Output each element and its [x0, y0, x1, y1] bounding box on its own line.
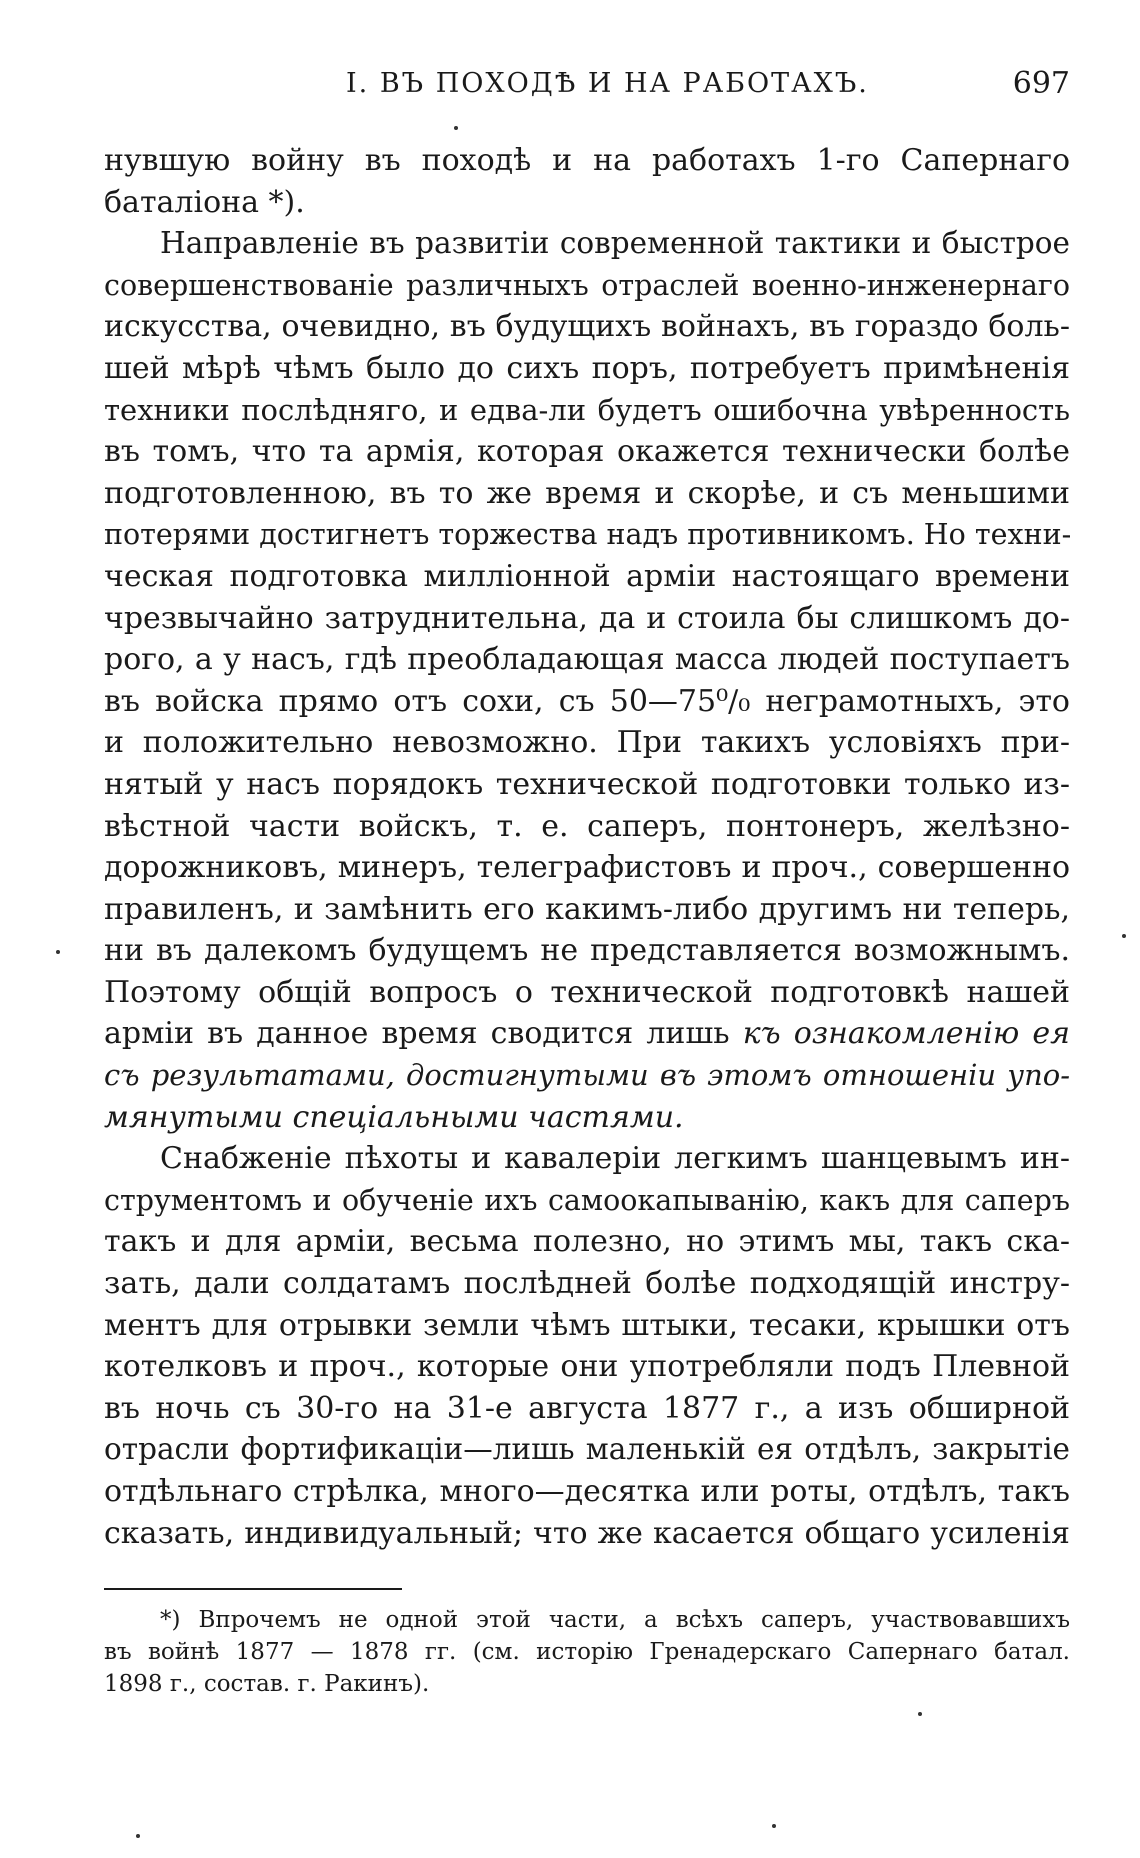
print-speck	[1122, 934, 1126, 938]
text-line: чрезвычайно затруднительна, да и стоила бы слишкомъ до-	[104, 600, 1070, 636]
footnote-line: 1898 г., состав. г. Ракинъ).	[104, 1671, 430, 1697]
text-line: нувшую войну въ походѣ и на работахъ 1-го Сапернаго	[104, 143, 1070, 178]
running-head: I. ВЪ ПОХОДѢ И НА РАБОТАХЪ.	[346, 68, 869, 99]
print-speck	[454, 126, 458, 130]
text-line: ческая подготовка милліонной арміи настоящаго времени	[104, 558, 1070, 594]
footnote-rule	[104, 1588, 402, 1590]
text-line: отрасли фортификаціи—лишь маленькій ея отдѣлъ, закрытіе	[104, 1432, 1070, 1467]
text-line: такъ и для арміи, весьма полезно, но этимъ мы, такъ ска-	[104, 1224, 1070, 1260]
text-line: правиленъ, и замѣнить его какимъ-либо другимъ ни теперь,	[104, 891, 1070, 927]
text-line: Поэтому общій вопросъ о технической подготовкѣ нашей	[104, 974, 1070, 1010]
text-line: ментъ для отрывки земли чѣмъ штыки, тесаки, крышки отъ	[104, 1307, 1070, 1343]
text-line-mixed	[104, 1013, 1070, 1055]
text-line: и положительно невозможно. При такихъ условіяхъ при-	[104, 725, 1070, 761]
text-line: въ войска прямо отъ сохи, съ 50—75⁰/₀ неграмотныхъ, это	[104, 683, 1070, 719]
paragraph-start-line: Снабженіе пѣхоты и кавалеріи легкимъ шанцевымъ ин-	[160, 1141, 1070, 1177]
paragraph-start-line: Направленіе въ развитіи современной тактики и быстрое	[160, 226, 1070, 261]
text-line: въ ночь съ 30-го на 31-е августа 1877 г., а изъ обширной	[104, 1390, 1070, 1426]
text-line: подготовленною, въ то же время и скорѣе, и съ меньшими	[104, 475, 1070, 511]
text-line: дорожниковъ, минеръ, телеграфистовъ и проч., совершенно	[104, 850, 1070, 886]
text-line: котелковъ и проч., которые они употребляли подъ Плевной	[104, 1349, 1070, 1385]
text-line: струментомъ и обученіе ихъ самоокапыванію, какъ для саперъ	[104, 1183, 1070, 1217]
footnote-line: *) Впрочемъ не одной этой части, а всѣхъ саперъ, участвовавшихъ	[160, 1607, 1070, 1633]
page-number: 697	[1012, 66, 1070, 101]
text-line: нятый у насъ порядокъ технической подготовки только из-	[104, 766, 1070, 802]
text-line: баталіона *).	[104, 184, 305, 220]
body-text	[104, 140, 1070, 1554]
footnote-block	[104, 1604, 1070, 1700]
text-line: вѣстной части войскъ, т. е. саперъ, понтонеръ, желѣзно-	[104, 808, 1070, 844]
text-line: рого, а у насъ, гдѣ преобладающая масса людей поступаетъ	[104, 642, 1070, 678]
text-line-roman-part: арміи въ данное время сводится лишь	[104, 1016, 730, 1052]
print-speck	[772, 1824, 776, 1828]
text-line: шей мѣрѣ чѣмъ было до сихъ поръ, потребуетъ примѣненія	[104, 350, 1070, 386]
text-line: искусства, очевидно, въ будущихъ войнахъ, въ гораздо боль-	[104, 309, 1070, 345]
text-line: зать, дали солдатамъ послѣдней болѣе подходящій инстру-	[104, 1266, 1070, 1302]
emphasis-text: къ ознакомленію ея	[742, 1016, 1070, 1052]
text-line: техники послѣдняго, и едва-ли будетъ ошибочна увѣренность	[104, 392, 1070, 427]
footnote-line: въ войнѣ 1877 — 1878 гг. (см. исторію Гренадерскаго Сапернаго батал.	[104, 1639, 1070, 1665]
text-line: совершенствованіе различныхъ отраслей военно-инженернаго	[104, 268, 1070, 302]
text-line: отдѣльнаго стрѣлка, много—десятка или роты, отдѣлъ, такъ	[104, 1474, 1070, 1509]
emphasis-line: съ результатами, достигнутыми въ этомъ отношеніи упо-	[104, 1058, 1070, 1093]
emphasis-line: мянутыми спеціальными частями.	[104, 1099, 684, 1135]
text-line: сказать, индивидуальный; что же касается общаго усиленія	[104, 1515, 1070, 1551]
print-speck	[136, 1834, 140, 1838]
print-speck	[918, 1712, 922, 1716]
text-line: ни въ далекомъ будущемъ не представляется возможнымъ.	[104, 933, 1070, 969]
text-line: въ томъ, что та армія, которая окажется технически болѣе	[104, 434, 1070, 470]
text-line: потерями достигнетъ торжества надъ противникомъ. Но техни-	[104, 518, 1072, 552]
print-speck	[56, 950, 60, 954]
